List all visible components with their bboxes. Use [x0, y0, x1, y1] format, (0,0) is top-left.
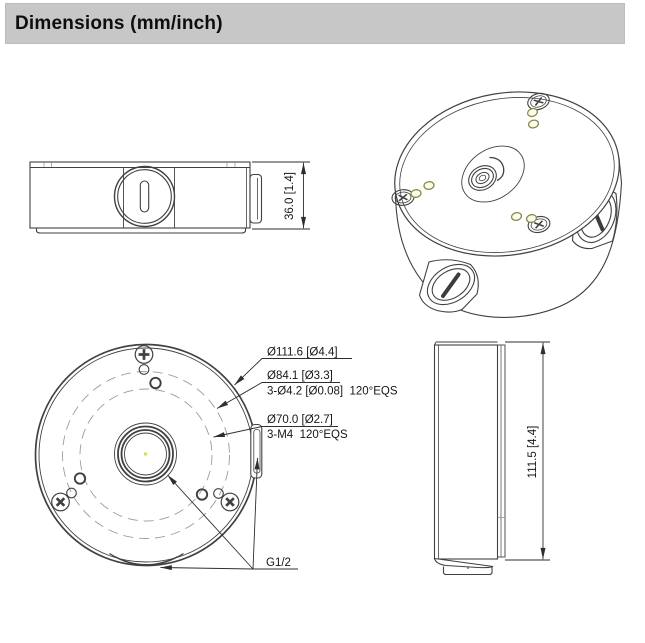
- depth-dimension-label: 36.0 [1.4]: [284, 172, 296, 220]
- section-title: Dimensions (mm/inch): [15, 12, 223, 34]
- knockout-slot: [140, 181, 148, 212]
- thread-holes-label: 3-M4 120°EQS: [267, 429, 348, 441]
- front-view-drawing: [36, 345, 262, 566]
- screw-holes-label: 3-Ø4.2 [Ø0.08] 120°EQS: [267, 385, 398, 398]
- right-side-view-drawing: [435, 342, 506, 575]
- center-point-marker: [144, 452, 147, 455]
- outer-diameter-label: Ø111.6 [Ø4.4]: [267, 346, 338, 359]
- conduit-thread-label: G1/2: [266, 557, 291, 569]
- top-side-view-drawing: [30, 162, 262, 233]
- center-conduit-boss: [115, 423, 177, 485]
- bottom-knockout-tab: [110, 554, 184, 566]
- side-knockout-tab: [250, 175, 262, 224]
- thread-circle-label: Ø70.0 [Ø2.7]: [267, 414, 333, 426]
- screw-icon: [218, 490, 243, 515]
- screw-circle-label: Ø84.1 [Ø3.3]: [267, 370, 333, 382]
- box-base: [37, 228, 246, 233]
- knockout-plug-bottom: [420, 256, 482, 313]
- bottom-rim: [435, 559, 494, 568]
- screw-icon: [48, 490, 73, 515]
- right-knockout-tab: [251, 425, 262, 479]
- isometric-view-drawing: [382, 75, 632, 317]
- height-dimension-label: 111.5 [4.4]: [527, 425, 539, 479]
